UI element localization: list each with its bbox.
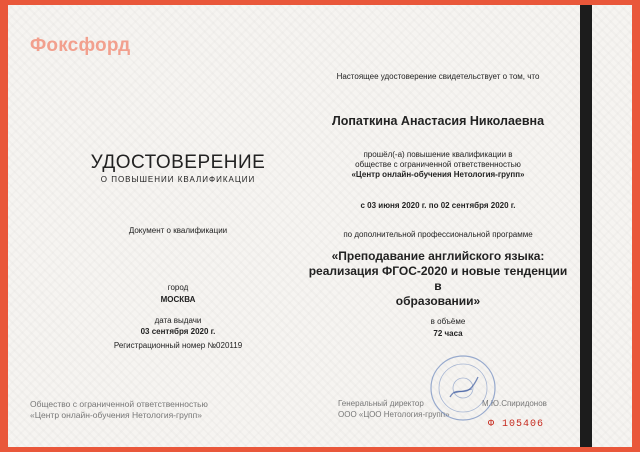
volume-label: в объёме: [430, 317, 466, 326]
volume-value: 72 часа: [433, 329, 463, 338]
registration-number: Регистрационный номер №020119: [113, 341, 243, 350]
seal-stamp-icon: [428, 353, 498, 423]
program-intro: по дополнительной профессиональной программе: [343, 230, 533, 239]
program-title: [308, 249, 568, 309]
training-dates: с 03 июня 2020 г. по 02 сентября 2020 г.: [360, 201, 516, 210]
passed-line: обществе с ограниченной ответственностью: [355, 160, 521, 169]
passed-line: прошёл(-а) повышение квалификации в: [363, 150, 513, 159]
certificate-title: УДОСТОВЕРЕНИЕ: [90, 152, 266, 173]
brand-logo: Фоксфорд: [30, 35, 131, 56]
issue-date-label: дата выдачи: [154, 316, 202, 325]
director-org: ООО «ЦОО Нетология-групп»: [338, 410, 450, 419]
city-value: МОСКВА: [160, 295, 196, 304]
passed-text: [328, 150, 548, 180]
binding-ribbon: [580, 5, 592, 447]
serial-number: Ф 105406: [488, 419, 545, 430]
issue-date-value: 03 сентября 2020 г.: [140, 327, 216, 336]
issuer-org-line2: «Центр онлайн-обучения Нетология-групп»: [30, 410, 202, 420]
city-label: город: [167, 283, 189, 292]
director-title: Генеральный директор: [338, 399, 424, 408]
program-line: образовании»: [395, 294, 481, 308]
holder-name: Лопаткина Анастасия Николаевна: [331, 114, 545, 128]
intro-text: Настоящее удостоверение свидетельствует о том, что: [336, 72, 540, 81]
document-kind: Документ о квалификации: [128, 226, 228, 235]
issuer-org-line1: Общество с ограниченной ответственностью: [30, 399, 208, 409]
certificate-subtitle: О ПОВЫШЕНИИ КВАЛИФИКАЦИИ: [100, 175, 256, 184]
passed-line: «Центр онлайн-обучения Нетология-групп»: [351, 170, 525, 179]
program-line: реализация ФГОС-2020 и новые тенденции в: [308, 264, 568, 293]
director-name: М.Ю.Спиридонов: [482, 399, 547, 408]
program-line: «Преподавание английского языка:: [331, 249, 545, 263]
certificate-sheet: [8, 5, 632, 447]
